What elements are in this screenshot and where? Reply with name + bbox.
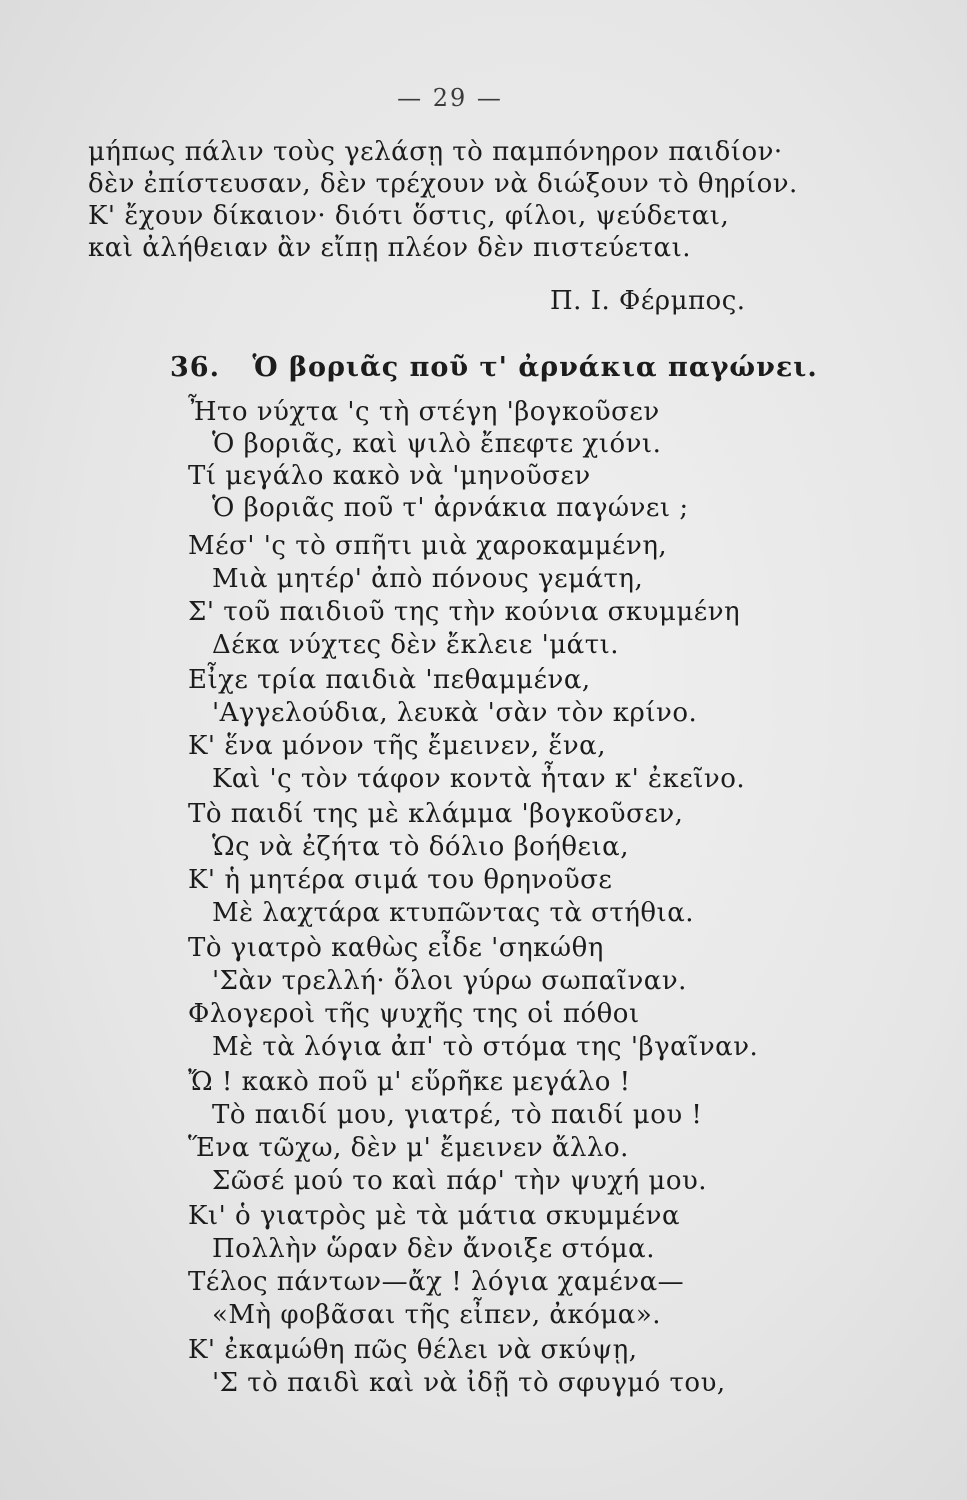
poem-number: 36. [170, 352, 220, 383]
poem-line: Μιὰ μητέρ' ἀπὸ πόνους γεμάτη, [212, 564, 644, 594]
poem-line: Κ' ἡ μητέρα σιμά του θρηνοῦσε [188, 865, 613, 895]
poem-line: Ἦτο νύχτα 'ς τὴ στέγη 'βογκοῦσεν [188, 397, 660, 427]
poem-line: Ὡς νὰ ἐζήτα τὸ δόλιο βοήθεια, [212, 832, 630, 862]
stanza-line: καὶ ἀλήθειαν ἂν εἴπῃ πλέον δὲν πιστεύεται. [88, 233, 692, 263]
poem-line: Τὸ παιδί της μὲ κλάμμα 'βογκοῦσεν, [188, 799, 684, 829]
poem-line: 'Αγγελούδια, λευκὰ 'σὰν τὸν κρίνο. [212, 698, 698, 728]
poem-line: «Μὴ φοβᾶσαι τῆς εἶπεν, ἀκόμα». [212, 1300, 662, 1330]
poem-line: Μὲ τὰ λόγια ἀπ' τὸ στόμα της 'βγαῖναν. [212, 1032, 759, 1062]
poem-line: Σῶσέ μού το καὶ πάρ' τὴν ψυχή μου. [212, 1166, 708, 1196]
stanza-line: μήπως πάλιν τοὺς γελάσῃ τὸ παμπόνηρον παιδίον· [88, 137, 783, 167]
poem-line: Μέσ' 'ς τὸ σπῆτι μιὰ χαροκαμμένη, [188, 531, 668, 561]
poem-line: Τέλος πάντων—ἄχ ! λόγια χαμένα— [188, 1267, 685, 1297]
poem-line: Κ' ἐκαμώθη πῶς θέλει νὰ σκύψῃ, [188, 1335, 638, 1365]
poem-line: 'Σ τὸ παιδὶ καὶ νὰ ἰδῇ τὸ σφυγμό του, [212, 1368, 726, 1398]
stanza-line: δὲν ἐπίστευσαν, δὲν τρέχουν νὰ διώξουν τὸ θηρίον. [88, 169, 798, 199]
poem-title: Ὁ βοριᾶς ποῦ τ' ἀρνάκια παγώνει. [252, 352, 818, 383]
poem-line: Πολλὴν ὥραν δὲν ἄνοιξε στόμα. [212, 1234, 655, 1264]
author-signature: Π. Ι. Φέρμπος. [550, 286, 746, 316]
poem-line: Κ' ἕνα μόνον τῆς ἔμεινεν, ἕνα, [188, 731, 606, 761]
poem-line: Ὁ βοριᾶς ποῦ τ' ἀρνάκια παγώνει ; [212, 493, 689, 523]
poem-line: Δέκα νύχτες δὲν ἔκλειε 'μάτι. [212, 630, 620, 660]
stanza-line: Κ' ἔχουν δίκαιον· διότι ὅστις, φίλοι, ψεύδεται, [88, 201, 730, 231]
page-number: — 29 — [397, 84, 503, 112]
poem-line: 'Σὰν τρελλή· ὅλοι γύρω σωπαῖναν. [212, 966, 687, 996]
poem-line: Ἕνα τῶχω, δὲν μ' ἔμεινεν ἄλλο. [188, 1133, 629, 1163]
poem-heading [170, 352, 818, 383]
poem-line: Ὁ βοριᾶς, καὶ ψιλὸ ἔπεφτε χιόνι. [212, 429, 662, 459]
poem-line: Καὶ 'ς τὸν τάφον κοντὰ ἦταν κ' ἐκεῖνο. [212, 764, 746, 794]
poem-line: Τί μεγάλο κακὸ νὰ 'μηνοῦσεν [188, 461, 591, 491]
poem-line: Εἶχε τρία παιδιὰ 'πεθαμμένα, [188, 665, 591, 695]
poem-line: Τὸ παιδί μου, γιατρέ, τὸ παιδί μου ! [212, 1100, 703, 1130]
poem-line: Μὲ λαχτάρα κτυπῶντας τὰ στήθια. [212, 898, 695, 928]
poem-line: Ὤ ! κακὸ ποῦ μ' εὕρῆκε μεγάλο ! [188, 1067, 631, 1097]
poem-line: Τὸ γιατρὸ καθὼς εἶδε 'σηκώθη [188, 933, 604, 963]
poem-line: Φλογεροὶ τῆς ψυχῆς της οἱ πόθοι [188, 999, 640, 1029]
poem-line: Σ' τοῦ παιδιοῦ της τὴν κούνια σκυμμένη [188, 597, 741, 627]
poem-line: Κι' ὁ γιατρὸς μὲ τὰ μάτια σκυμμένα [188, 1201, 680, 1231]
